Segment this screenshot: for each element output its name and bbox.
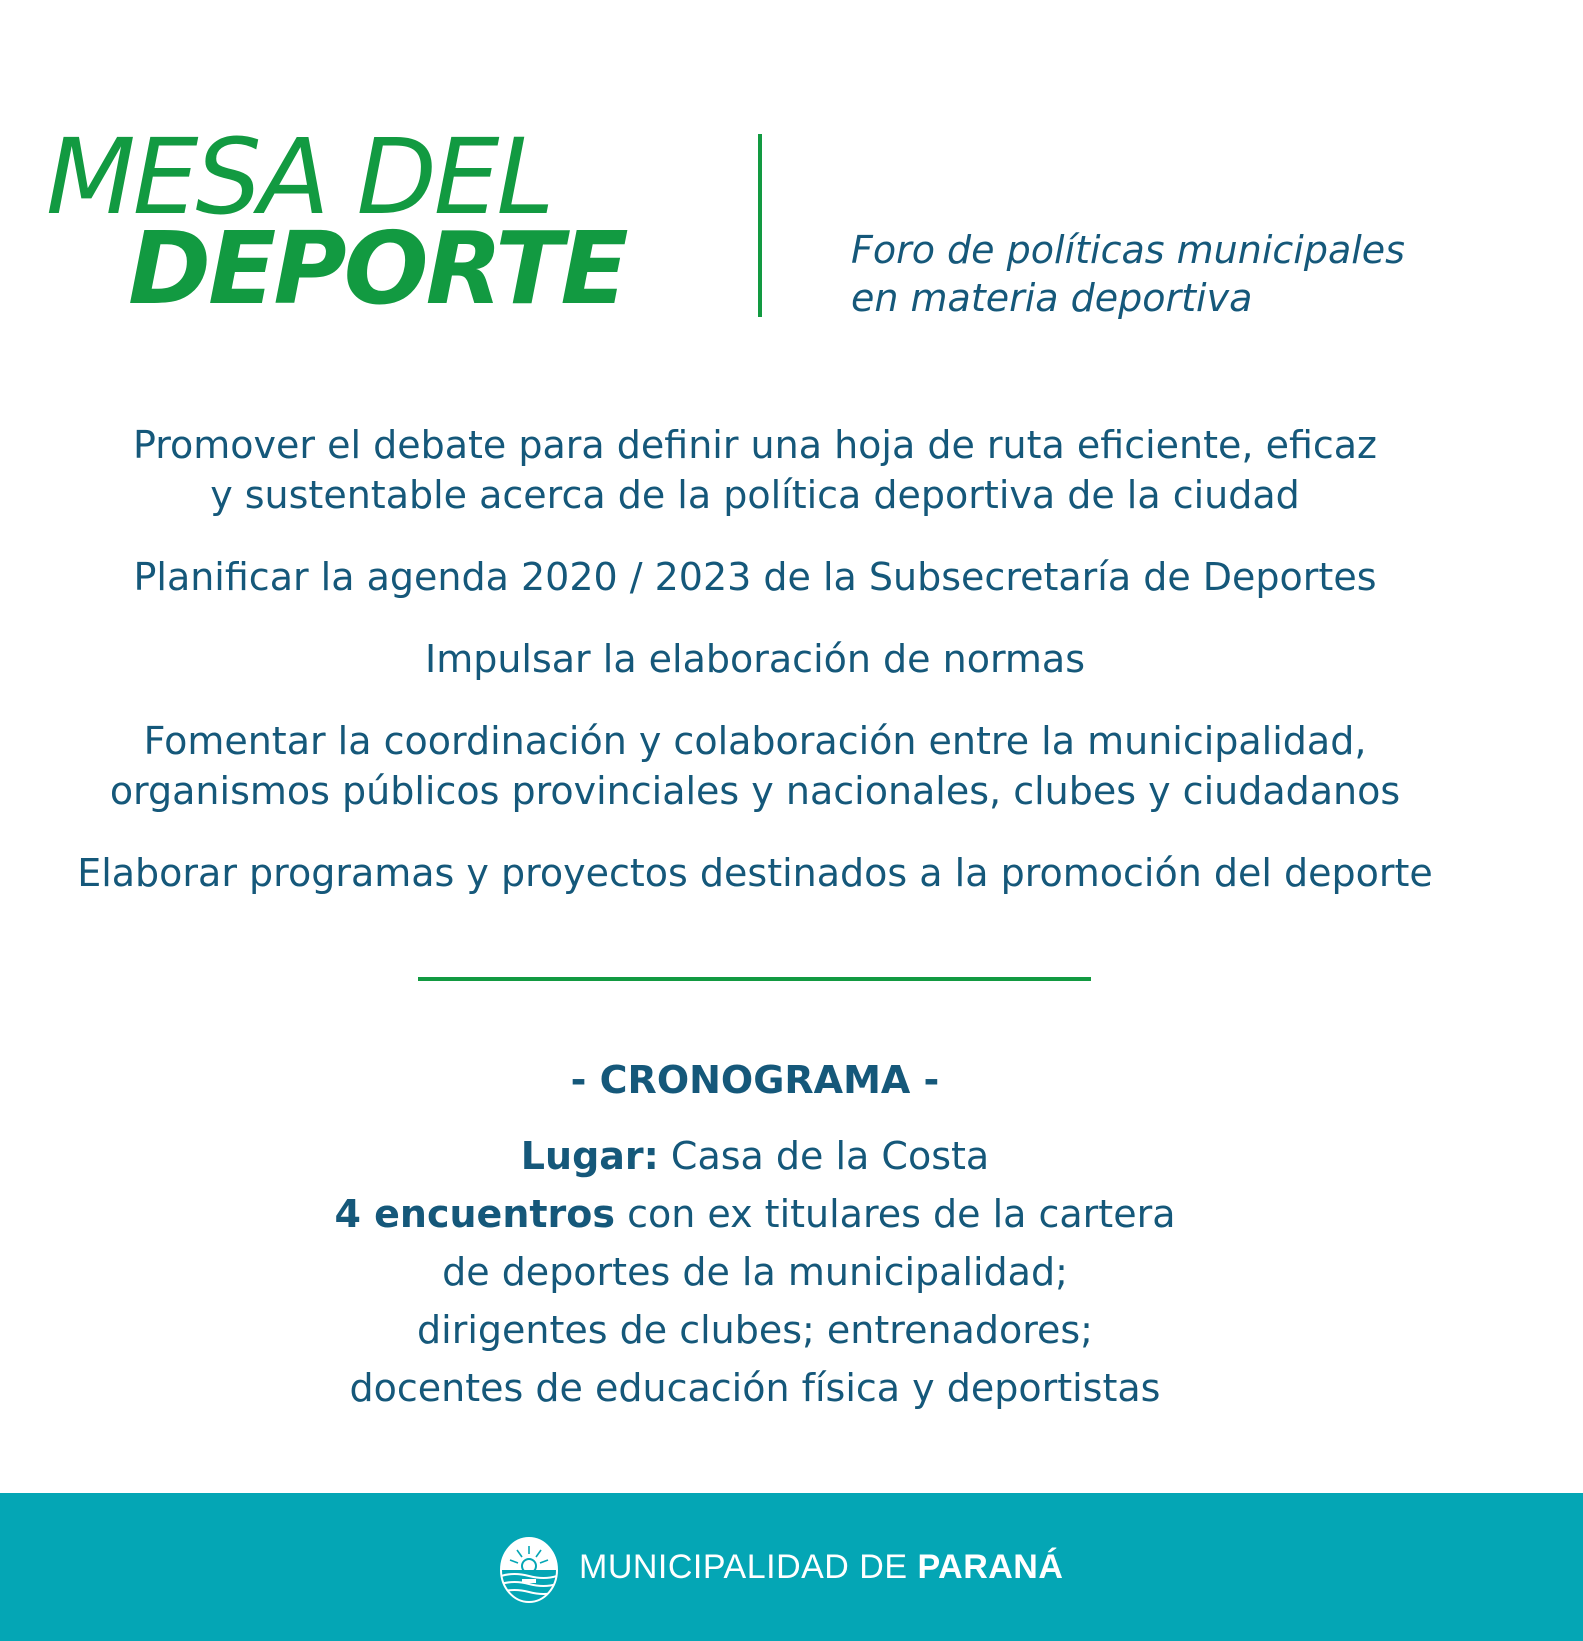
- header-divider: [758, 134, 762, 317]
- objective-line: Impulsar la elaboración de normas: [424, 637, 1086, 681]
- municipal-seal-icon: [499, 1536, 559, 1604]
- organization-name: [579, 1545, 1063, 1589]
- objective-item: [0, 848, 1510, 898]
- place-label: Lugar:: [520, 1134, 659, 1178]
- subtitle: [851, 226, 1405, 322]
- schedule-line: docentes de educación física y deportistas: [349, 1366, 1161, 1410]
- meetings-description: con ex titulares de la cartera: [615, 1192, 1176, 1236]
- objective-line: Elaborar programas y proyectos destinados a la promoción del deporte: [77, 851, 1433, 895]
- objective-line: Promover el debate para definir una hoja de ruta eficiente, eficaz: [132, 423, 1378, 467]
- schedule-line: de deportes de la municipalidad;: [442, 1250, 1068, 1294]
- objective-item: [0, 634, 1510, 684]
- organization-city: PARANÁ: [917, 1548, 1064, 1586]
- objective-line: y sustentable acerca de la política deportiva de la ciudad: [210, 473, 1300, 517]
- schedule-section: [0, 1055, 1510, 1417]
- schedule-line: dirigentes de clubes; entrenadores;: [417, 1308, 1093, 1352]
- objective-line: Fomentar la coordinación y colaboración entre la municipalidad,: [143, 719, 1367, 763]
- footer-bar: [0, 1493, 1583, 1641]
- objectives-list: [0, 420, 1510, 930]
- subtitle-line-2: en materia deportiva: [851, 276, 1253, 320]
- title-line-1: MESA DEL: [46, 116, 552, 238]
- schedule-place: [0, 1127, 1510, 1185]
- schedule-heading: - CRONOGRAMA -: [570, 1058, 940, 1102]
- objective-item: [0, 420, 1510, 520]
- objective-line: organismos públicos provinciales y nacionales, clubes y ciudadanos: [109, 769, 1401, 813]
- title-line-2: DEPORTE: [128, 210, 626, 327]
- section-separator: [418, 977, 1091, 981]
- subtitle-line-1: Foro de políticas municipales: [851, 228, 1405, 272]
- meetings-count: 4 encuentros: [334, 1192, 616, 1236]
- schedule-meetings: [0, 1185, 1510, 1243]
- place-value: Casa de la Costa: [658, 1134, 990, 1178]
- objective-item: [0, 716, 1510, 816]
- objective-line: Planificar la agenda 2020 / 2023 de la Subsecretaría de Deportes: [133, 555, 1377, 599]
- objective-item: [0, 552, 1510, 602]
- organization-prefix: MUNICIPALIDAD DE: [579, 1548, 918, 1586]
